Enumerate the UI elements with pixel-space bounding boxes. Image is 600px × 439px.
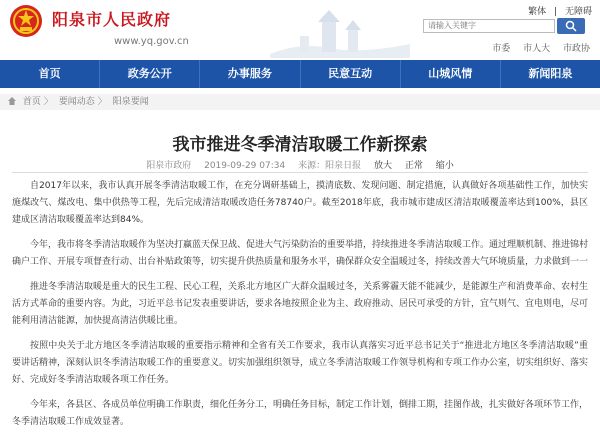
main-nav: [0, 60, 600, 88]
article-paragraph: 今年来，各县区、各成员单位明确工作职责，细化任务分工，明确任务目标，制定工作计划，倒排工期，挂图作战，扎实做好各项环节工作，冬季清洁取暖工作成效显著。: [12, 400, 589, 427]
article-paragraph: 今年，我市将冬季清洁取暖作为坚决打赢蓝天保卫战、促进大气污染防治的重要举措，持续推进冬季清洁取暖工作。通过理顺机制、推进锦村确户工作、开展专项督查行动、出台补贴政策等，切实提升供热质量和服务水平，确保群众安全温暖过冬，持续改善大气环境质量，力求做到一一: [12, 240, 589, 267]
article-title: 我市推进冬季清洁取暖工作新探索: [172, 135, 428, 155]
site-title: 阳泉市人民政府: [52, 10, 172, 29]
article-paragraph: 推进冬季清洁取暖是重大的民生工程、民心工程，关系北方地区广大群众温暖过冬，关系雾霾天能不能减少，是能源生产和消费革命、农村生活方式革命的重要内容。为此，习近平总书记发表重要讲话，要求各地按照企业为主、政府推动、居民可承受的方针，宜气则气、宜电则电，尽可能利用清洁能源，加快提高清洁供暖比重。: [12, 282, 589, 326]
article-paragraph: 按照中央关于北方地区冬季清洁取暖的重要指示精神和全省有关工作要求，我市认真落实习近平总书记关于“推进北方地区冬季清洁取暖”重要讲话精神，深刻认识冬季清洁取暖工作的重要意义。切实加强组织领导，成立冬季清洁取暖工作领导机构和专项工作办公室，切实组织好、落实好、完成好冬季清洁取暖各项工作任务。: [12, 341, 589, 385]
utility-links: [523, 4, 592, 17]
article-origin: 来源：阳泉日报: [298, 161, 362, 171]
quick-link-cppcc[interactable]: 市政协: [562, 44, 590, 54]
article-source: 阳泉市政府: [146, 161, 192, 171]
search-icon: [565, 20, 577, 32]
home-icon: [8, 97, 16, 105]
article-body: [12, 178, 588, 439]
quick-links: [482, 41, 590, 54]
divider: [12, 172, 588, 173]
breadcrumb: 首页 〉 要闻动态 〉 阳泉要闻: [0, 94, 600, 110]
quick-link-congress[interactable]: 市人大: [523, 44, 551, 54]
nav-home[interactable]: 首页: [0, 60, 100, 88]
site-header: [0, 0, 600, 60]
search-input[interactable]: [423, 19, 555, 33]
font-smaller-button[interactable]: 缩小: [435, 161, 454, 171]
article-paragraph: 自2017年以来，我市认真开展冬季清洁取暖工作，在充分调研基础上，摸清底数、发现问题、制定措施，认真做好各项基础性工作，加快实施煤改气、煤改电、集中供热等工程，先后完成清洁取暖改造任务78740户。截至2018年底，我市城市建成区清洁取暖覆盖率达到100%，县区建成区清洁取暖覆盖率达到84%。: [12, 181, 588, 225]
site-url: www.yq.gov.cn: [114, 36, 189, 47]
breadcrumb-news[interactable]: 要闻动态: [58, 97, 95, 107]
city-skyline-icon: [270, 4, 410, 58]
national-emblem-icon: [9, 4, 43, 38]
nav-services[interactable]: 办事服务: [200, 60, 300, 88]
accessibility-link[interactable]: 无障碍: [564, 7, 592, 17]
nav-gov-affairs[interactable]: 政务公开: [100, 60, 200, 88]
article-meta: [0, 158, 600, 171]
quick-link-committee[interactable]: 市委: [492, 44, 511, 54]
breadcrumb-home[interactable]: 首页: [22, 97, 41, 107]
font-larger-button[interactable]: 放大: [373, 161, 392, 171]
article-date: 2019-09-29 07:34: [204, 161, 286, 171]
font-normal-button[interactable]: 正常: [404, 161, 423, 171]
separator: |: [554, 7, 558, 17]
breadcrumb-local-news[interactable]: 阳泉要闻: [112, 97, 149, 107]
nav-interaction[interactable]: 民意互动: [301, 60, 401, 88]
nav-news[interactable]: 新闻阳泉: [528, 67, 573, 80]
traditional-chinese-link[interactable]: 繁体: [528, 7, 547, 17]
nav-city-culture[interactable]: 山城风情: [401, 60, 501, 88]
search-button[interactable]: [557, 18, 585, 34]
